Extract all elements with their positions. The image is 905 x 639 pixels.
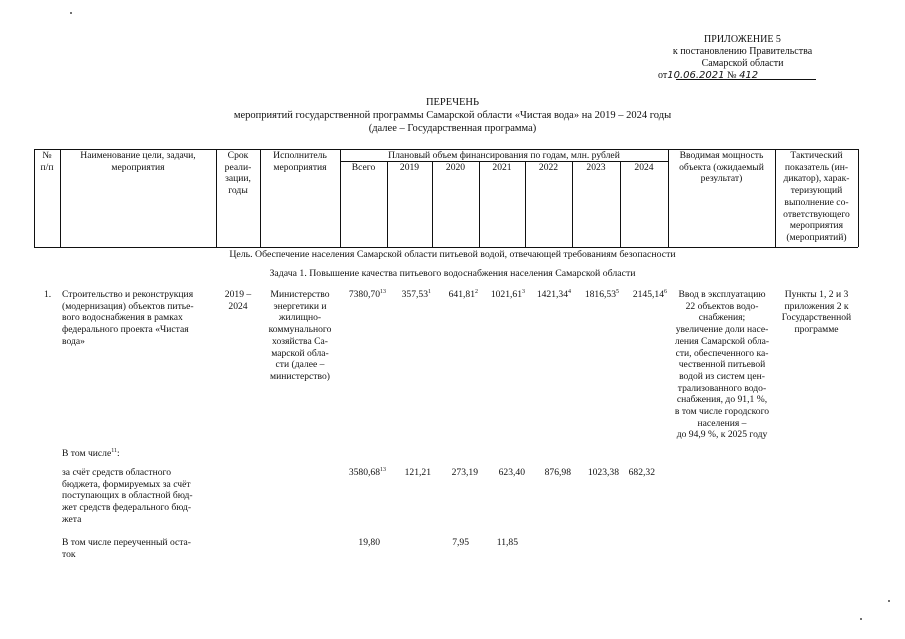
- row3-name: В том числе переученный оста- ток: [62, 537, 192, 560]
- header-term: Срок реали- зации, годы: [224, 150, 252, 197]
- header-funding-group: Плановый объем финансирования по годам, млн. рублей: [388, 150, 620, 161]
- header-executor: Исполнитель мероприятия: [273, 150, 327, 173]
- row1-value-2020: 641,81$^2$: [448, 288, 478, 300]
- title-note: (далее – Государственная программа): [368, 122, 537, 134]
- appendix-date-line: [640, 70, 845, 82]
- row1-value-2022: 1421,34$^4$: [536, 288, 571, 300]
- row3-value-total: 19,80: [358, 537, 380, 548]
- header-num: № п/п: [40, 150, 54, 173]
- row1-value-total: 7380,70$^{13}$: [348, 288, 386, 300]
- row2-name: за счёт средств областного бюджета, формируемых за счёт поступающих в областной бюд- жет средств федерального бюд- жета: [62, 467, 193, 525]
- row2-value-2024: 682,32: [628, 467, 655, 478]
- row1-capacity: Ввод в эксплуатацию 22 объектов водо- снабжения; увеличение доли насе- ления Самарской обла- сти, обеспеченного ка- чественной питьевой водой из систем цен- трализованного водо- снабжения, до 91,1 %, в том числе городского населения – до 94,9 %, к 2025 году: [674, 289, 770, 441]
- header-year-2023: 2023: [586, 162, 606, 173]
- row2-value-2020: 273,19: [451, 467, 478, 478]
- task-text: Задача 1. Повышение качества питьевого водоснабжения населения Самарской области: [269, 268, 636, 279]
- header-name: Наименование цели, задачи, мероприятия: [80, 150, 196, 173]
- row3-value-2021: 11,85: [496, 537, 518, 548]
- scan-speck: [70, 12, 72, 14]
- row1-executor: Министерство энергетики и жилищно- коммунального хозяйства Са- марской обла- сти (далее – министерство): [268, 289, 332, 382]
- appendix-block: [640, 34, 845, 82]
- row1-value-2024: 2145,14$^6$: [632, 288, 667, 300]
- header-year-2024: 2024: [634, 162, 654, 173]
- handwritten-number: 412: [739, 70, 759, 81]
- row1-term: 2019 – 2024: [224, 289, 252, 312]
- header-capacity: Вводимая мощность объекта (ожидаемый результат): [679, 150, 764, 185]
- row1-value-2019: 357,53$^1$: [401, 288, 431, 300]
- date-underline: [676, 79, 816, 80]
- row2-value-total: 3580,68$^{13}$: [348, 466, 386, 478]
- row2-value-2023: 1023,38: [587, 467, 619, 478]
- handwritten-date: 10.06.2021: [667, 70, 725, 81]
- row1-value-2021: 1021,61$^3$: [490, 288, 525, 300]
- row2-value-2021: 623,40: [498, 467, 525, 478]
- header-year-2020: 2020: [445, 162, 466, 173]
- scan-speck: [860, 618, 862, 620]
- header-year-2021: 2021: [492, 162, 512, 173]
- including-label: В том числе$^{11}$:: [62, 447, 120, 459]
- title-heading: ПЕРЕЧЕНЬ: [425, 97, 480, 108]
- appendix-title: ПРИЛОЖЕНИЕ 5: [704, 34, 781, 45]
- scan-speck: [888, 600, 890, 602]
- row1-indicator: Пункты 1, 2 и 3 приложения 2 к Государственной программе: [781, 289, 852, 336]
- row2-value-2022: 876,98: [544, 467, 571, 478]
- appendix-line-2: к постановлению Правительства: [672, 46, 813, 57]
- date-prefix: от: [658, 70, 668, 81]
- row3-value-2020: 7,95: [452, 537, 469, 548]
- appendix-line-3: Самарской области: [701, 58, 784, 69]
- title-subheading: мероприятий государственной программы Самарской области «Чистая вода» на 2019 – 2024 годы: [233, 109, 672, 121]
- row1-name: Строительство и реконструкция (модернизация) объектов питье- вого водоснабжения в рамках федерального проекта «Чистая вода»: [62, 289, 194, 347]
- header-year-total: Всего: [351, 162, 376, 173]
- header-indicator: Тактический показатель (ин- дикатор), харак- теризующий выполнение со- ответствующего мероприятия (мероприятий): [783, 150, 850, 243]
- row2-value-2019: 121,21: [404, 467, 431, 478]
- row1-value-2023: 1816,53$^5$: [584, 288, 619, 300]
- goal-text: Цель. Обеспечение населения Самарской области питьевой водой, отвечающей требованиям безопасности: [229, 249, 676, 260]
- header-year-2022: 2022: [538, 162, 559, 173]
- row1-number: 1.: [44, 289, 52, 300]
- header-year-2019: 2019: [399, 162, 420, 173]
- number-prefix: №: [727, 70, 737, 81]
- document-title: [0, 97, 905, 135]
